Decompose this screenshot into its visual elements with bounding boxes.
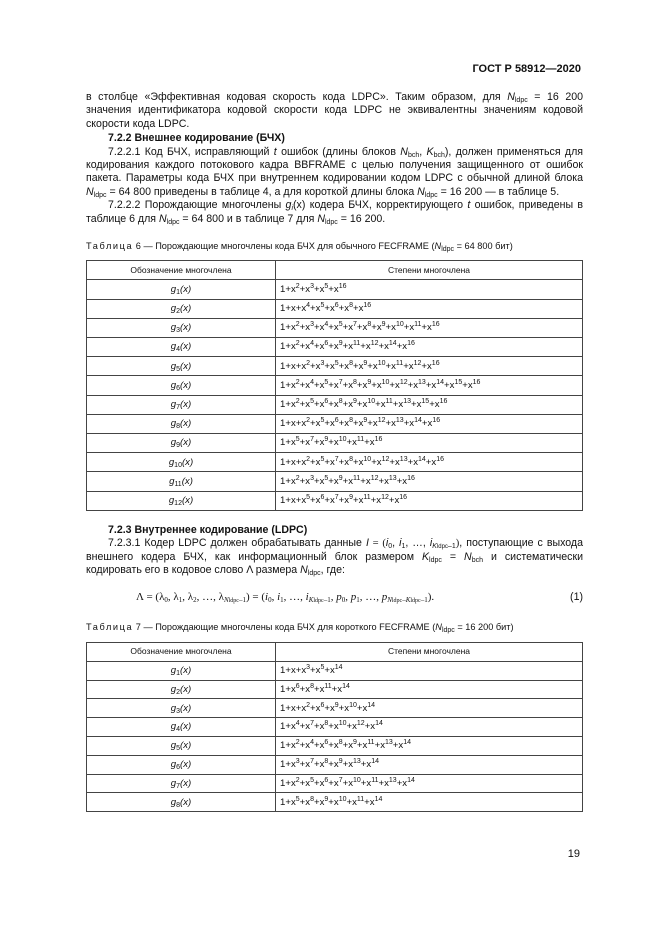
table-row <box>87 472 583 491</box>
column-header-degrees: Степени многочлена <box>276 261 583 280</box>
polynomial-degrees: $1+x+x^3+x^5+x^{14}$ <box>276 661 583 680</box>
table-header-row <box>87 261 583 280</box>
table-row <box>87 755 583 774</box>
polynomial-designation: $g_1(x)$ <box>87 661 276 680</box>
polynomial-degrees: $1+x^2+x^3+x^5+x^{16}$ <box>276 280 583 299</box>
polynomial-designation: $g_2(x)$ <box>87 299 276 318</box>
page-content <box>86 91 583 812</box>
polynomial-degrees: $1+x+x^4+x^5+x^6+x^8+x^{16}$ <box>276 299 583 318</box>
polynomial-designation: $g_9(x)$ <box>87 433 276 452</box>
polynomial-designation: $g_{10}(x)$ <box>87 453 276 472</box>
table-row <box>87 414 583 433</box>
table-row <box>87 680 583 699</box>
paragraph-7-2-2-1: 7.2.2.1 Код БЧХ, исправляющий t ошибок (длины блоков $N_{bch}$, $K_{bch}$), должен применяться для кодирования каждого потокового кадра BBFRAME с целью получения защищенного от ошибок пакета. Параметры кода БЧХ при внутреннем кодировании кодом LDPC с обычной длиной блока $N_{ldpc} = 64$ 800 приведены в таблице 4, а для короткой длины блока $N_{ldpc} = 16$ 200 — в таблице 5. <box>86 145 584 199</box>
polynomial-degrees: $1+x^3+x^7+x^8+x^9+x^{13}+x^{14}$ <box>276 755 583 774</box>
table-row <box>87 318 583 337</box>
polynomial-degrees: $1+x^2+x^4+x^6+x^9+x^{11}+x^{12}+x^{14}+x^{16}$ <box>276 338 583 357</box>
polynomial-designation: $g_1(x)$ <box>87 280 276 299</box>
polynomial-degrees: $1+x^2+x^4+x^6+x^8+x^9+x^{11}+x^{13}+x^{14}$ <box>276 736 583 755</box>
table-6 <box>86 260 583 510</box>
polynomial-designation: $g_{12}(x)$ <box>87 491 276 510</box>
equation-1 <box>86 581 583 621</box>
paragraph-7-2-3-1: 7.2.3.1 Кодер LDPC должен обрабатывать данные $I = (i_0$, $i_1$, …, $i_{Kldpc-1}$), поступающие с выхода внешнего кодера БЧХ, как информационный блок размером $K_{ldpc} = N_{bch}$ и систематически кодировать его в кодовое слово Λ размера $N_{ldpc}$, где: <box>86 537 583 577</box>
polynomial-designation: $g_6(x)$ <box>87 376 276 395</box>
polynomial-designation: $g_7(x)$ <box>87 774 276 793</box>
polynomial-degrees: $1+x^5+x^7+x^9+x^{10}+x^{11}+x^{16}$ <box>276 433 583 452</box>
table-header-row <box>87 642 583 661</box>
polynomial-designation: $g_8(x)$ <box>87 793 276 812</box>
table-row <box>87 395 583 414</box>
polynomial-designation: $g_5(x)$ <box>87 736 276 755</box>
table-7-caption: Таблица 7 — Порождающие многочлены кода БЧХ для короткого FECFRAME ($N_{ldpc} = 16$ 200 бит) <box>86 622 514 635</box>
polynomial-degrees: $1+x^2+x^5+x^6+x^7+x^{10}+x^{11}+x^{13}+x^{14}$ <box>276 774 583 793</box>
polynomial-degrees: $1+x^4+x^7+x^8+x^{10}+x^{12}+x^{14}$ <box>276 718 583 737</box>
table-row <box>87 774 583 793</box>
column-header-degrees: Степени многочлена <box>276 642 583 661</box>
polynomial-degrees: $1+x^6+x^8+x^{11}+x^{14}$ <box>276 680 583 699</box>
table-row <box>87 357 583 376</box>
equation-number: (1) <box>570 591 583 604</box>
table-row <box>87 661 583 680</box>
column-header-designation: Обозначение многочлена <box>87 261 276 280</box>
paragraph-7-2-2-2: 7.2.2.2 Порождающие многочлены $g_i(x)$ кодера БЧХ, корректирующего t ошибок, приведены в таблице 6 для $N_{ldpc} = 64$ 800 и в таблице 7 для $N_{ldpc} = 16$ 200. <box>86 199 584 226</box>
polynomial-designation: $g_{11}(x)$ <box>87 472 276 491</box>
polynomial-designation: $g_5(x)$ <box>87 357 276 376</box>
polynomial-degrees: $1+x+x^2+x^5+x^6+x^8+x^9+x^{12}+x^{13}+x^{14}+x^{16}$ <box>276 414 583 433</box>
table-row <box>87 736 583 755</box>
polynomial-designation: $g_8(x)$ <box>87 414 276 433</box>
page-number: 19 <box>567 848 580 860</box>
polynomial-designation: $g_4(x)$ <box>87 718 276 737</box>
table-row <box>87 453 583 472</box>
section-heading-7-2-2: 7.2.2 Внешнее кодирование (БЧХ) <box>108 132 285 145</box>
polynomial-degrees: $1+x+x^2+x^6+x^9+x^{10}+x^{14}$ <box>276 699 583 718</box>
equation-body: $\Lambda = (\lambda_0$, $\lambda_1$, $\lambda_2$, …, $\lambda_{Nldpc-1}) = (i_0$, $i_1$, …, $i_{Kldpc-1}$, $p_0$, $p_1$, …, $p_{Nldpc-Kldpc-1}$). <box>136 591 435 605</box>
table-row <box>87 491 583 510</box>
table-row <box>87 299 583 318</box>
table-row <box>87 280 583 299</box>
table-row <box>87 433 583 452</box>
polynomial-designation: $g_4(x)$ <box>87 338 276 357</box>
polynomial-designation: $g_7(x)$ <box>87 395 276 414</box>
polynomial-designation: $g_2(x)$ <box>87 680 276 699</box>
table-row <box>87 699 583 718</box>
table-row <box>87 718 583 737</box>
polynomial-degrees: $1+x+x^2+x^5+x^7+x^8+x^{10}+x^{12}+x^{13}+x^{14}+x^{16}$ <box>276 453 583 472</box>
table-row <box>87 338 583 357</box>
polynomial-degrees: $1+x^2+x^3+x^4+x^5+x^7+x^8+x^9+x^{10}+x^{11}+x^{16}$ <box>276 318 583 337</box>
section-heading-7-2-3: 7.2.3 Внутреннее кодирование (LDPC) <box>108 523 308 536</box>
polynomial-degrees: $1+x+x^5+x^6+x^7+x^9+x^{11}+x^{12}+x^{16}$ <box>276 491 583 510</box>
polynomial-degrees: $1+x^2+x^4+x^5+x^7+x^8+x^9+x^{10}+x^{12}+x^{13}+x^{14}+x^{15}+x^{16}$ <box>276 376 583 395</box>
polynomial-degrees: $1+x^2+x^3+x^5+x^9+x^{11}+x^{12}+x^{13}+x^{16}$ <box>276 472 583 491</box>
column-header-designation: Обозначение многочлена <box>87 642 276 661</box>
polynomial-degrees: $1+x^5+x^8+x^9+x^{10}+x^{11}+x^{14}$ <box>276 793 583 812</box>
polynomial-degrees: $1+x+x^2+x^3+x^5+x^8+x^9+x^{10}+x^{11}+x^{12}+x^{16}$ <box>276 357 583 376</box>
polynomial-designation: $g_6(x)$ <box>87 755 276 774</box>
table-row <box>87 376 583 395</box>
table-6-caption: Таблица 6 — Порождающие многочлены кода БЧХ для обычного FECFRAME ($N_{ldpc} = 64$ 800 бит) <box>86 241 513 254</box>
polynomial-degrees: $1+x^2+x^5+x^6+x^8+x^9+x^{10}+x^{11}+x^{13}+x^{15}+x^{16}$ <box>276 395 583 414</box>
table-7 <box>86 642 583 812</box>
polynomial-designation: $g_3(x)$ <box>87 699 276 718</box>
polynomial-designation: $g_3(x)$ <box>87 318 276 337</box>
paragraph-intro: в столбце «Эффективная кодовая скорость кода LDPC». Таким образом, для $N_{ldpc} = 16$ 200 значения идентификатора кодовой скорости кода LDPC не эквивалентны значениям кодовой скорости кода LDPC. <box>86 91 583 130</box>
table-row <box>87 793 583 812</box>
document-header: ГОСТ Р 58912—2020 <box>472 63 581 75</box>
